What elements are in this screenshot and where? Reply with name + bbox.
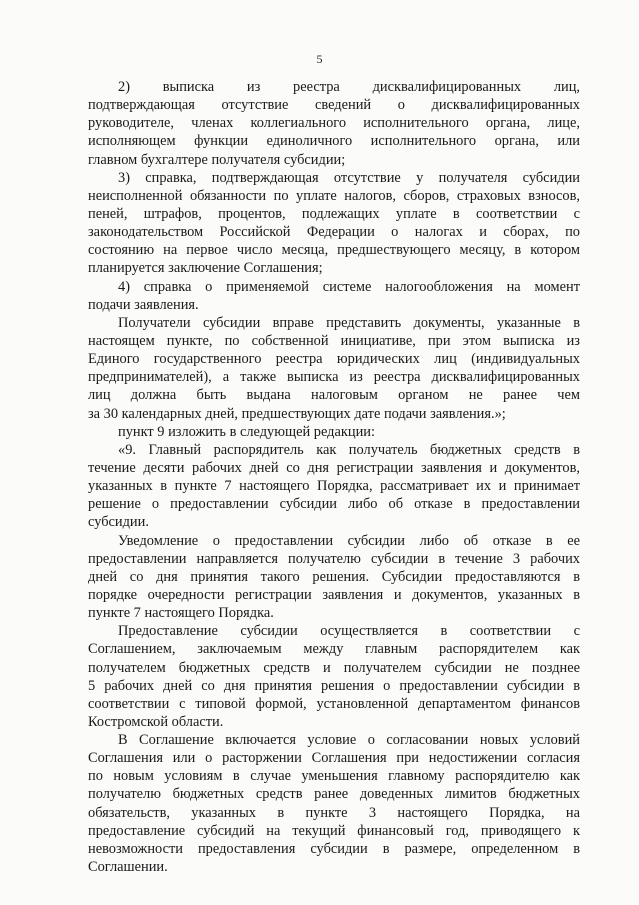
text-line: пункте 7 настоящего Порядка. bbox=[88, 605, 274, 622]
text-line: субсидии. bbox=[88, 514, 149, 531]
text-line: планируется заключение Соглашения; bbox=[88, 260, 323, 277]
text-line: неисполненной обязанности по уплате налогов, сборов, страховых взносов, bbox=[88, 187, 580, 204]
text-line: «9. Главный распорядитель как получатель бюджетных средств в bbox=[118, 441, 580, 458]
document-body bbox=[88, 78, 580, 876]
text-line: по новым условиям в случае уменьшения главному распорядителю как bbox=[88, 768, 580, 785]
text-line: Соглашении. bbox=[88, 859, 168, 876]
text-line: получателю бюджетных средств ранее доведенных лимитов бюджетных bbox=[88, 786, 580, 803]
text-line: исполняющем функции единоличного исполнительного органа, или bbox=[88, 133, 580, 150]
text-line: состоянию на первое число месяца, предшествующего месяцу, в котором bbox=[88, 242, 580, 259]
text-line: предпринимателей), а также выписка из реестра дисквалифицированных bbox=[88, 369, 580, 386]
text-line: пеней, штрафов, процентов, подлежащих уплате в соответствии с bbox=[88, 205, 580, 222]
text-line: подтверждающая отсутствие сведений о дисквалифицированных bbox=[88, 97, 580, 114]
text-line: обязательств, указанных в пункте 3 настоящего Порядка, на bbox=[88, 804, 580, 821]
text-line: 3) справка, подтверждающая отсутствие у получателя субсидии bbox=[118, 169, 580, 186]
text-line: 2) выписка из реестра дисквалифицированных лиц, bbox=[118, 79, 580, 95]
text-line: Соглашением, заключаемым между главным распорядителем как bbox=[88, 641, 580, 658]
text-line: Уведомление о предоставлении субсидии либо об отказе в ее bbox=[118, 532, 580, 549]
text-line: невозможности предоставления субсидии в размере, определенном в bbox=[88, 840, 580, 857]
text-line: предоставление субсидий на текущий финансовый год, приводящего к bbox=[88, 822, 580, 839]
text-line: лиц должна быть выдана налоговым органом не ранее чем bbox=[88, 387, 580, 404]
text-line: подачи заявления. bbox=[88, 296, 199, 313]
text-line: руководителе, членах коллегиального исполнительного органа, лице, bbox=[88, 115, 580, 132]
text-line: главном бухгалтере получателя субсидии; bbox=[88, 151, 346, 168]
text-line: Получатели субсидии вправе представить документы, указанные в bbox=[118, 314, 580, 331]
text-line: пункт 9 изложить в следующей редакции: bbox=[118, 423, 375, 440]
text-line: законодательством Российской Федерации о налогах и сборах, по bbox=[88, 224, 580, 241]
text-line: настоящем пункте, по собственной инициативе, при этом выписка из bbox=[88, 332, 580, 349]
text-line: решение о предоставлении субсидии либо об отказе в предоставлении bbox=[88, 496, 580, 513]
text-line: предоставлении направляется получателю субсидии в течение 3 рабочих bbox=[88, 550, 580, 567]
text-line: получателем бюджетных средств и получателем субсидии не позднее bbox=[88, 659, 580, 676]
text-line: 4) справка о применяемой системе налогообложения на момент bbox=[118, 278, 580, 295]
page-number: 5 bbox=[316, 52, 323, 66]
text-line: соответствии с типовой формой, установленной департаментом финансов bbox=[88, 695, 580, 712]
text-line: Единого государственного реестра юридических лиц (индивидуальных bbox=[88, 351, 580, 368]
text-line: Предоставление субсидии осуществляется в соответствии с bbox=[118, 623, 580, 640]
text-line: дней со дня принятия такого решения. Субсидии предоставляются в bbox=[88, 568, 580, 585]
text-line: порядке очередности регистрации заявления и документов, указанных в bbox=[88, 586, 580, 603]
text-line: Соглашения или о расторжении Соглашения при недостижении согласия bbox=[88, 750, 580, 767]
text-line: В Соглашение включается условие о согласовании новых условий bbox=[118, 732, 580, 749]
text-line: указанных в пункте 7 настоящего Порядка, рассматривает их и принимает bbox=[88, 478, 580, 495]
text-line: течение десяти рабочих дней со дня регистрации заявления и документов, bbox=[88, 459, 580, 476]
text-line: 5 рабочих дней со дня принятия решения о предоставлении субсидии в bbox=[88, 677, 580, 694]
text-line: за 30 календарных дней, предшествующих дате подачи заявления.»; bbox=[88, 405, 506, 422]
text-line: Костромской области. bbox=[88, 713, 224, 730]
